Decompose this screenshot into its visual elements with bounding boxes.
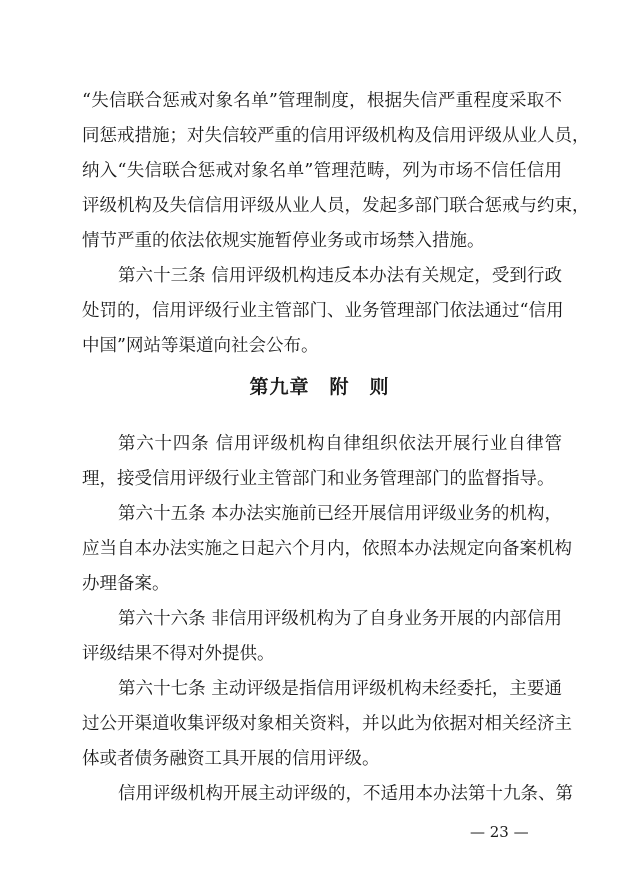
body-line: 情节严重的依法依规实施暂停业务或市场禁入措施。	[82, 231, 485, 251]
article-64-line: 第六十四条 信用评级机构自律组织依法开展行业自律管	[118, 434, 562, 454]
body-line: “失信联合惩戒对象名单”管理制度，根据失信严重程度采取不	[82, 91, 562, 111]
article-66-line: 第六十六条 非信用评级机构为了自身业务开展的内部信用	[118, 609, 562, 629]
body-line: 办理备案。	[82, 574, 170, 594]
article-65-line: 第六十五条 本办法实施前已经开展信用评级业务的机构，	[118, 504, 562, 524]
article-63-line: 第六十三条 信用评级机构违反本办法有关规定，受到行政	[118, 266, 562, 286]
body-line: 过公开渠道收集评级对象相关资料，并以此为依据对相关经济主	[82, 714, 572, 734]
page-number: — 23 —	[470, 823, 529, 841]
chapter-heading: 第九章 附 则	[249, 376, 390, 398]
body-line: 处罚的，信用评级行业主管部门、业务管理部门依法通过“信用	[82, 301, 564, 321]
body-line: 同惩戒措施；对失信较严重的信用评级机构及信用评级从业人员，	[82, 126, 590, 146]
body-line: 信用评级机构开展主动评级的，不适用本办法第十九条、第	[118, 784, 573, 804]
article-67-line: 第六十七条 主动评级是指信用评级机构未经委托，主要通	[118, 679, 562, 699]
body-line: 纳入“失信联合惩戒对象名单”管理范畴，列为市场不信任信用	[82, 161, 562, 181]
body-line: 评级机构及失信信用评级从业人员，发起多部门联合惩戒与约束，	[82, 196, 590, 216]
body-line: 体或者债务融资工具开展的信用评级。	[82, 749, 380, 769]
body-line: 理，接受信用评级行业主管部门和业务管理部门的监督指导。	[82, 469, 555, 489]
body-line: 中国”网站等渠道向社会公布。	[82, 336, 319, 356]
body-line: 应当自本办法实施之日起六个月内，依照本办法规定向备案机构	[82, 539, 572, 559]
body-line: 评级结果不得对外提供。	[82, 644, 275, 664]
